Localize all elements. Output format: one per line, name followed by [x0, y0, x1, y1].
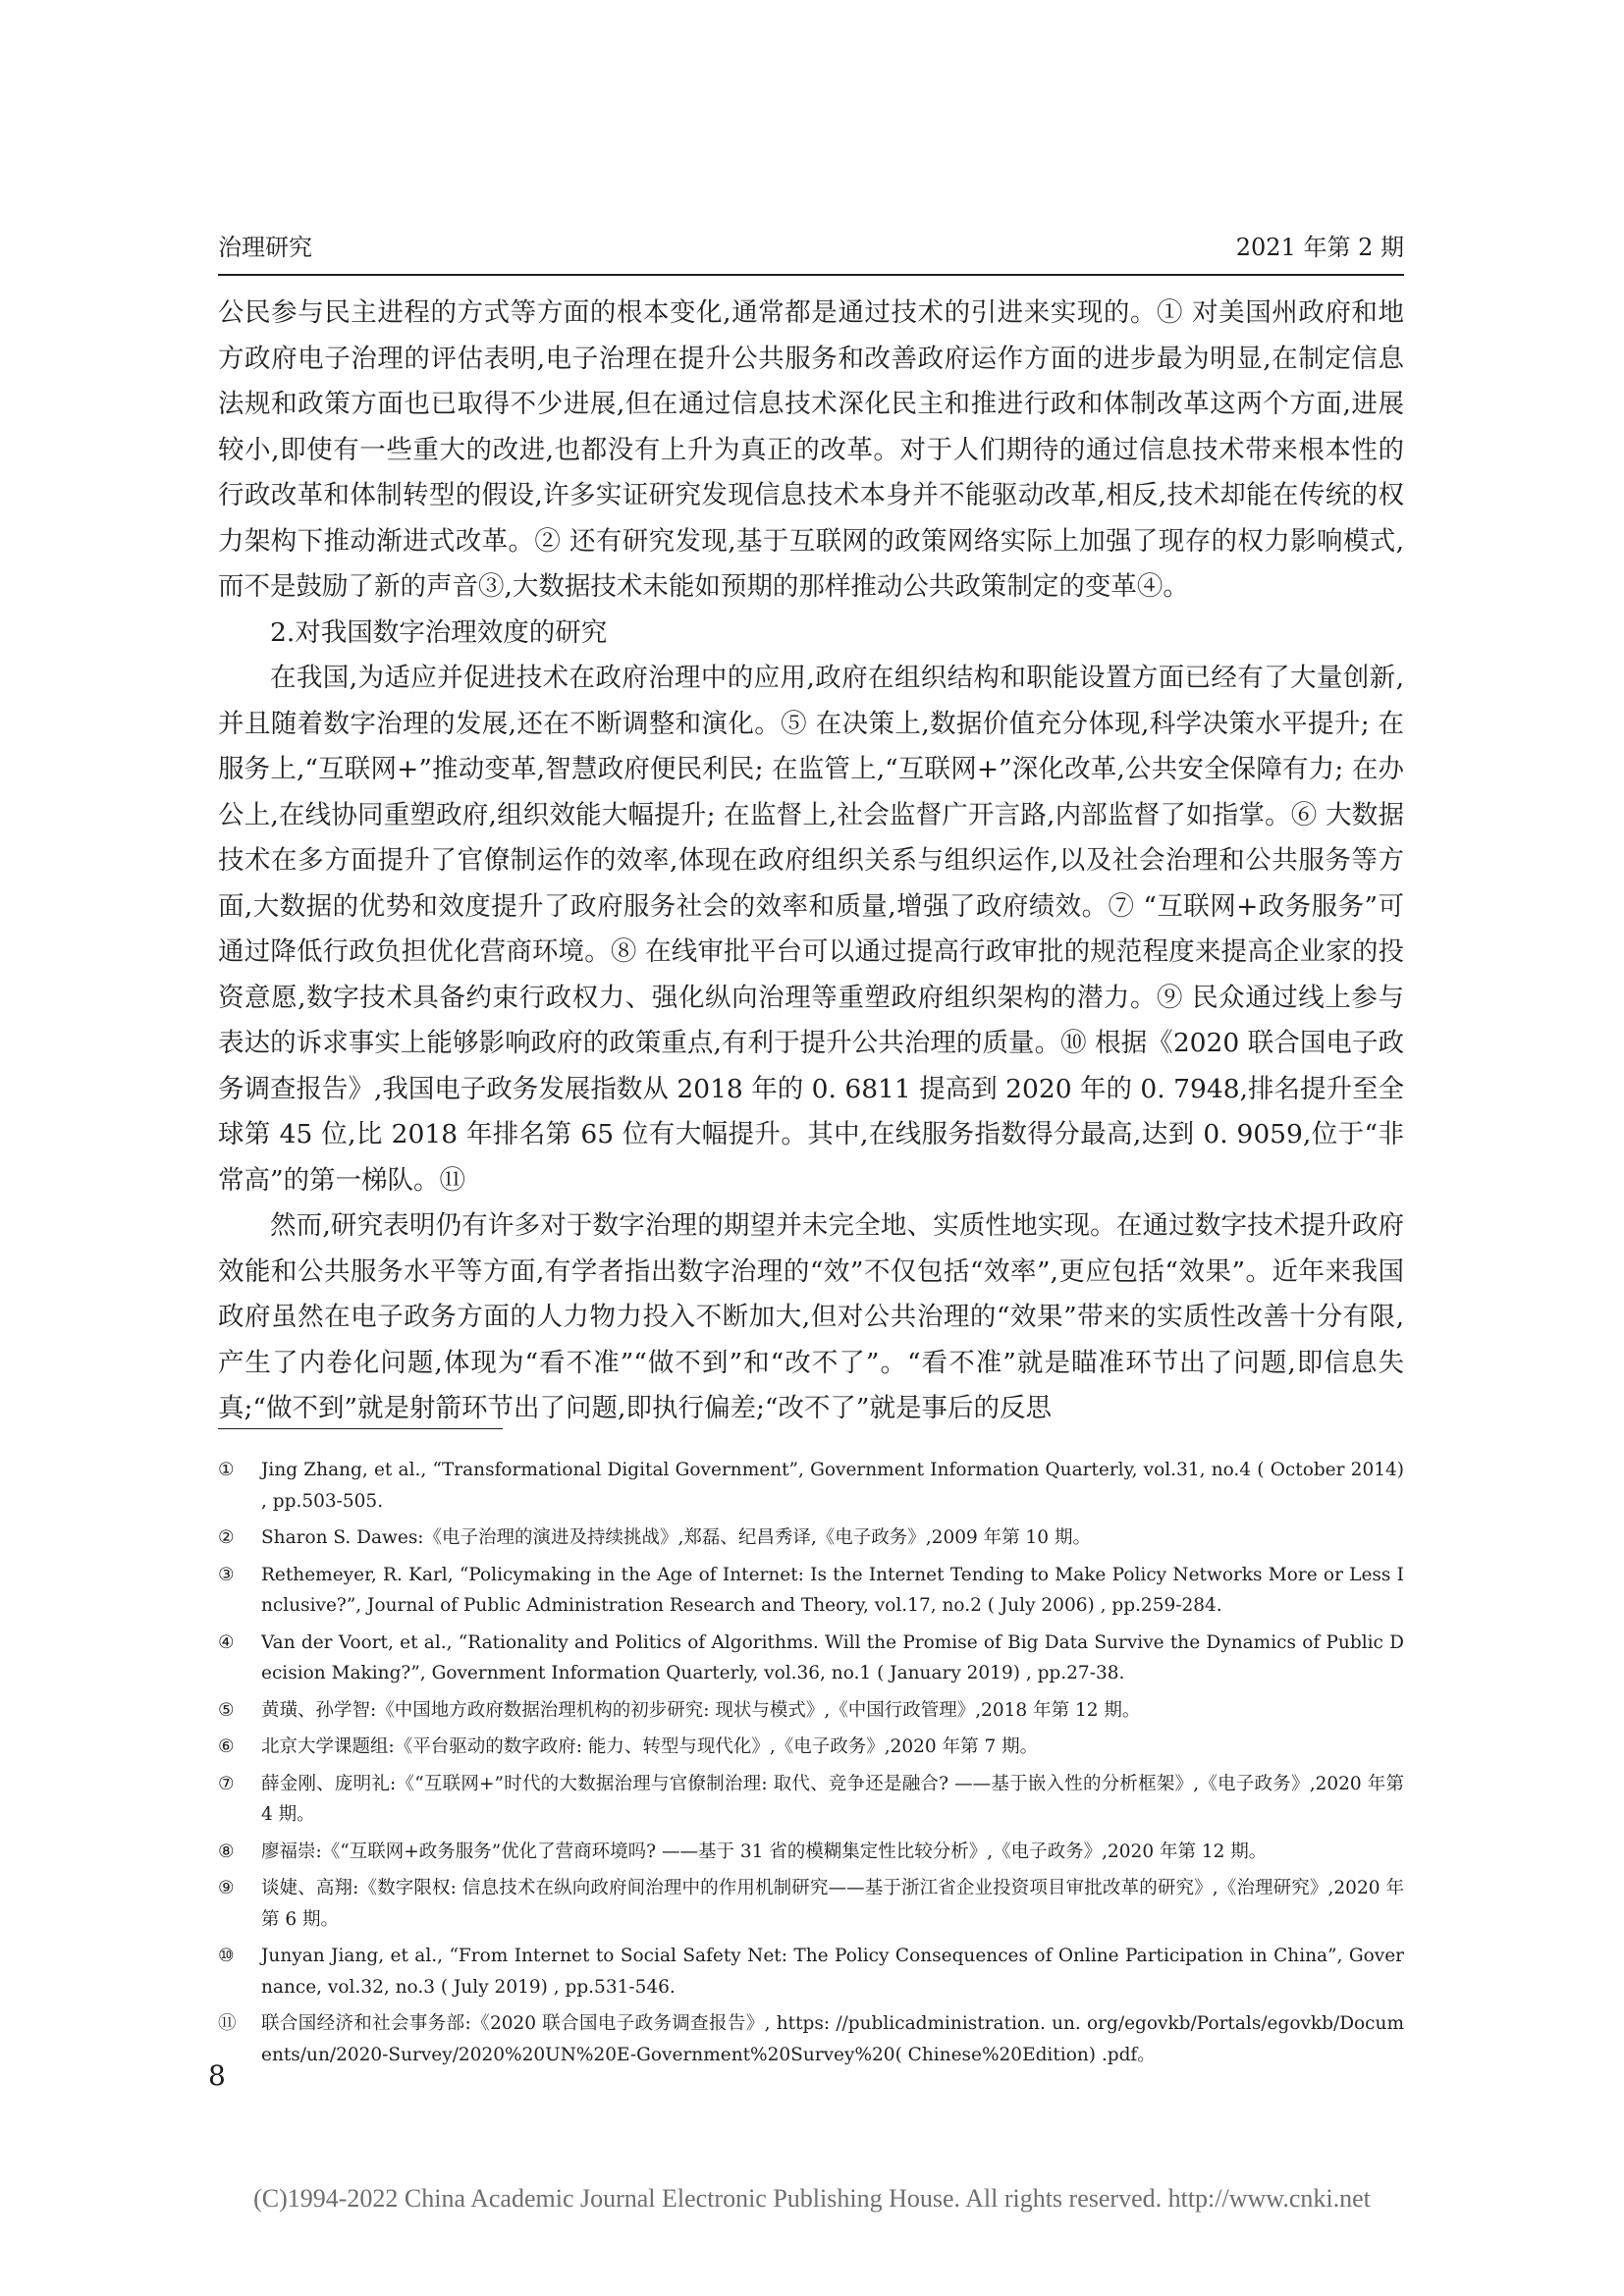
footnote-text: Van der Voort, et al., “Rationality and Politics of Algorithms. Will the Promise of Big Data Survive the Dynamics of Public Decision Making?”, Government Information Quarterly, vol.36, no.1 ( January 2019) , pp.27-38. [261, 1631, 1404, 1683]
footnote-number: ② [218, 1527, 235, 1548]
footnote-number: ⑩ [218, 1946, 235, 1966]
footnote [218, 1837, 1404, 1868]
paragraph: 然而,研究表明仍有许多对于数字治理的期望并未完全地、实质性地实现。在通过数字技术提升政府效能和公共服务水平等方面,有学者指出数字治理的“效”不仅包括“效率”,更应包括“效果”。近年来我国政府虽然在电子政务方面的人力物力投入不断加大,但对公共治理的“效果”带来的实质性改善十分有限,产生了内卷化问题,体现为“看不准”“做不到”和“改不了”。“看不准”就是瞄准环节出了问题,即信息失真;“做不到”就是射箭环节出了问题,即执行偏差;“改不了”就是事后的反思 [218, 1210, 1404, 1423]
footnote-number: ⑪ [218, 2013, 237, 2034]
footnote [218, 1941, 1404, 2002]
header-divider [218, 274, 1404, 276]
main-text [218, 291, 1404, 1432]
footnote-divider [218, 1428, 503, 1429]
footnotes [218, 1455, 1404, 2076]
footnote [218, 1873, 1404, 1935]
footnote-number: ⑥ [218, 1736, 235, 1757]
running-header [218, 228, 1404, 267]
paragraph: 在我国,为适应并促进技术在政府治理中的应用,政府在组织结构和职能设置方面已经有了大量创新,并且随着数字治理的发展,还在不断调整和演化。⑤ 在决策上,数据价值充分体现,科学决策水平提升; 在服务上,“互联网+”推动变革,智慧政府便民利民; 在监管上,“互联网+”深化改革,公共安全保障有力; 在办公上,在线协同重塑政府,组织效能大幅提升; 在监督上,社会监督广开言路,内部监督了如指掌。⑥ 大数据技术在多方面提升了官僚制运作的效率,体现在政府组织关系与组织运作,以及社会治理和公共服务等方面,大数据的优势和效度提升了政府服务社会的效率和质量,增强了政府绩效。⑦ “互联网+政务服务”可通过降低行政负担优化营商环境。⑧ 在线审批平台可以通过提高行政审批的规范程度来提高企业家的投资意愿,数字技术具备约束行政权力、强化纵向治理等重塑政府组织架构的潜力。⑨ 民众通过线上参与表达的诉求事实上能够影响政府的政策重点,有利于提升公共治理的质量。⑩ 根据《2020 联合国电子政务调查报告》,我国电子政务发展指数从 2018 年的 0. 6811 提高到 2020 年的 0. 7948,排名提升至全球第 45 位,比 2018 年排名第 65 位有大幅提升。其中,在线服务指数得分最高,达到 0. 9059,位于“非常高”的第一梯队。⑪ [218, 663, 1404, 1196]
paragraph: 公民参与民主进程的方式等方面的根本变化,通常都是通过技术的引进来实现的。① 对美国州政府和地方政府电子治理的评估表明,电子治理在提升公共服务和改善政府运作方面的进步最为明显,在制定信息法规和政策方面也已取得不少进展,但在通过信息技术深化民主和推进行政和体制改革这两个方面,进展较小,即使有一些重大的改进,也都没有上升为真正的改革。对于人们期待的通过信息技术带来根本性的行政改革和体制转型的假设,许多实证研究发现信息技术本身并不能驱动改革,相反,技术却能在传统的权力架构下推动渐进式改革。② 还有研究发现,基于互联网的政策网络实际上加强了现存的权力影响模式,而不是鼓励了新的声音③,大数据技术未能如预期的那样推动公共政策制定的变革④。 [218, 297, 1404, 602]
footnote-text: 黄璜、孙学智:《中国地方政府数据治理机构的初步研究: 现状与模式》,《中国行政管理》,2018 年第 12 期。 [261, 1699, 1141, 1721]
footnote [218, 1455, 1404, 1517]
footnote [218, 1732, 1404, 1763]
footnote-text: Sharon S. Dawes:《电子治理的演进及持续挑战》,郑磊、纪昌秀译,《电子政务》,2009 年第 10 期。 [261, 1527, 1091, 1548]
footnote-number: ① [218, 1460, 235, 1480]
footnote-text: 北京大学课题组:《平台驱动的数字政府: 能力、转型与现代化》,《电子政务》,2020 年第 7 期。 [261, 1736, 1039, 1757]
issue-label: 2021 年第 2 期 [1235, 234, 1404, 261]
footnote [218, 1628, 1404, 1689]
footnote-text: 薛金刚、庞明礼:《“互联网+”时代的大数据治理与官僚制治理: 取代、竞争还是融合? ——基于嵌入性的分析框架》,《电子政务》,2020 年第 4 期。 [261, 1773, 1404, 1825]
footnote-text: Jing Zhang, et al., “Transformational Digital Government”, Government Information Quarterly, vol.31, no.4 ( October 2014) , pp.503-505. [261, 1460, 1404, 1512]
footnote-text: 廖福崇:《“互联网+政务服务”优化了营商环境吗? ——基于 31 省的模糊集定性比较分析》,《电子政务》,2020 年第 12 期。 [261, 1841, 1268, 1862]
footnote-text: Rethemeyer, R. Karl, “Policymaking in the Age of Internet: Is the Internet Tending to Make Policy Networks More or Less Inclusive?”, Journal of Public Administration Research and Theory, vol.17, no.2 ( July 2006) , pp.259-284. [261, 1564, 1404, 1616]
section-heading: 2.对我国数字治理效度的研究 [270, 616, 608, 648]
footnote-text: 联合国经济和社会事务部:《2020 联合国电子政务调查报告》, https: //publicadministration. un. org/egovkb/Portals/egovkb/Documents/un/2020-Survey/2020%20UN%20E-Government%20Survey%20( Chinese%20Edition) .pdf。 [261, 2013, 1404, 2065]
footnote-number: ⑨ [218, 1878, 235, 1898]
journal-name: 治理研究 [218, 234, 312, 261]
copyright-notice: (C)1994-2022 China Academic Journal Electronic Publishing House. All rights reserved. http://www.cnki.net [253, 2184, 1371, 2213]
footnote [218, 1522, 1404, 1554]
footnote-number: ③ [218, 1564, 235, 1585]
footnote-number: ⑦ [218, 1773, 235, 1794]
footnote [218, 1769, 1404, 1831]
footnote-number: ⑧ [218, 1841, 235, 1862]
footnote [218, 1560, 1404, 1622]
footnote-number: ⑤ [218, 1699, 235, 1721]
footnote [218, 1695, 1404, 1727]
page-number: 8 [208, 2059, 226, 2092]
footnote-number: ④ [218, 1631, 235, 1653]
footnote-text: Junyan Jiang, et al., “From Internet to Social Safety Net: The Policy Consequences of Online Participation in China”, Governance, vol.32, no.3 ( July 2019) , pp.531-546. [261, 1946, 1404, 1998]
footnote-text: 谈婕、高翔:《数字限权: 信息技术在纵向政府间治理中的作用机制研究——基于浙江省企业投资项目审批改革的研究》,《治理研究》,2020 年第 6 期。 [261, 1878, 1404, 1930]
footnote [218, 2008, 1404, 2070]
